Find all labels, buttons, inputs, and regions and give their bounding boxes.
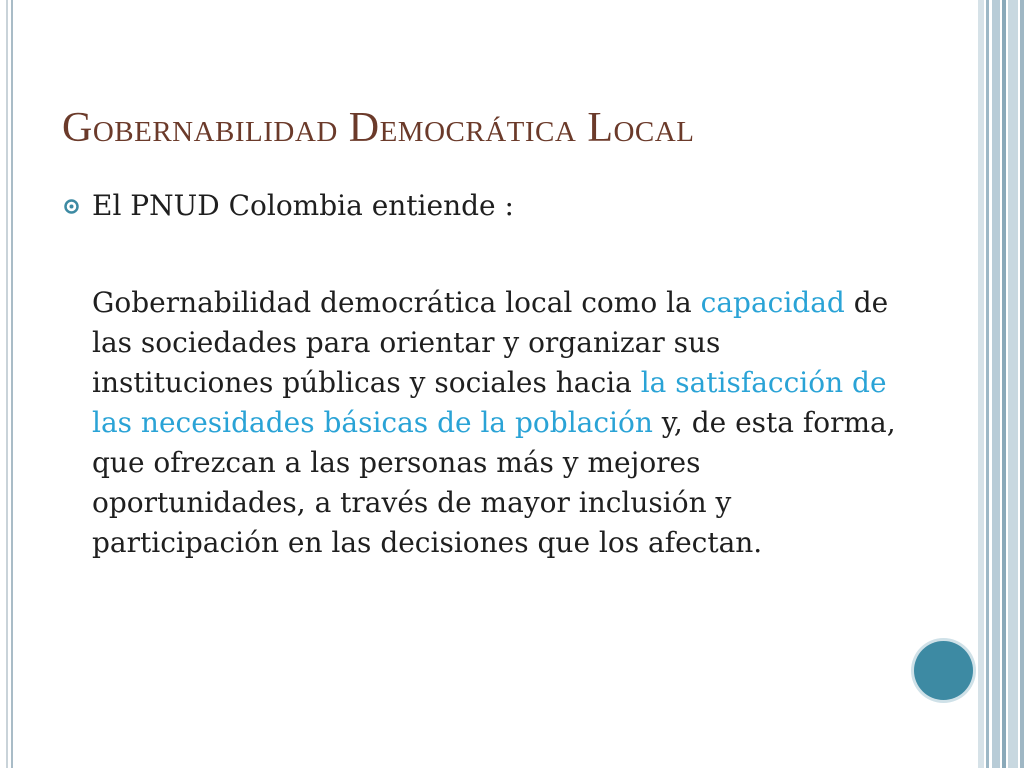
paragraph-text-2: de las sociedades para orientar y organizar sus instituciones públicas y sociales hacia: [92, 286, 889, 399]
definition-paragraph: [92, 283, 902, 563]
left-frame-decoration: [0, 0, 22, 768]
decorative-circle: [914, 641, 973, 700]
circle-bullet-icon: [64, 199, 79, 214]
bullet-lead-text: El PNUD Colombia entiende :: [92, 189, 514, 222]
paragraph-text-1: Gobernabilidad democrática local como la: [92, 286, 701, 319]
paragraph-text-3: y, de esta forma, que ofrezcan a las personas más y mejores oportunidades, a través de mayor inclusión y participación en las decisiones que los afectan.: [92, 406, 896, 559]
highlight-satisfaccion: la satisfacción de las necesidades básicas de la población: [92, 366, 887, 439]
slide-title: Gobernabilidad Democrática Local: [62, 105, 695, 151]
right-frame-decoration: [978, 0, 1024, 768]
highlight-capacidad: capacidad: [700, 286, 845, 319]
